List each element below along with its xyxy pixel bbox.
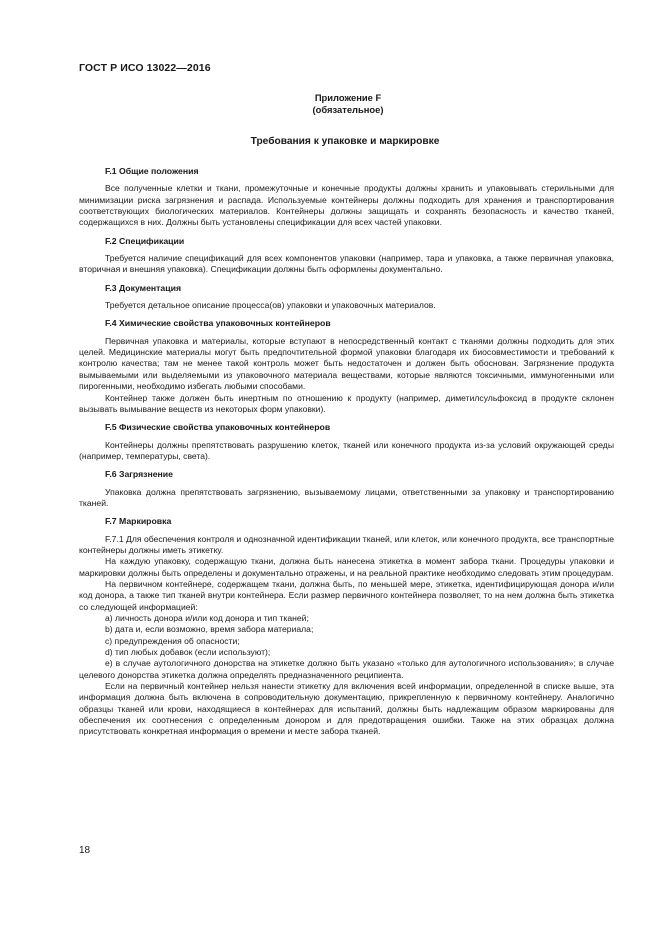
label-info-list-item: b) дата и, если возможно, время забора материала; [105, 624, 314, 635]
document-body [79, 166, 614, 738]
section-f7-paragraph: Если на первичный контейнер нельзя нанести этикетку для включения всей информации, определенной в списке выше, эта информация должна быть включена в сопроводительную документацию, прикрепленную к первичному контейнеру. Аналогично образцы тканей или крови, находящиеся в контейнерах для испытаний, должны быть надлежащим образом маркированы для обеспечения их соотнесения с определенным донором и для предотвращения ошибки. Также на этих образцах должна присутствовать конкретная информация о времени и месте забора тканей. [79, 681, 614, 737]
section-f7-paragraph: F.7.1 Для обеспечения контроля и однозначной идентификации тканей, или клеток, или конечного продукта, все транспортные контейнеры должны иметь этикетку. [79, 533, 614, 555]
section-heading-f7: F.7 Маркировка [105, 516, 172, 527]
section-f1-paragraph: Все полученные клетки и ткани, промежуточные и конечные продукты должны хранить и упаковывать стерильными для минимизации риска загрязнения и распада. Используемые контейнеры должны подходить для хранения и транспортирования соответствующих биологических материалов. Контейнеры должны защищать и сохранять безопасность и качество тканей, содержащихся в них. Должны быть установлены спецификации для всех частей упаковки. [79, 183, 614, 228]
annex-status: (обязательное) [312, 103, 384, 115]
label-info-list-item: c) предупреждения об опасности; [105, 635, 240, 646]
label-info-list-item: e) в случае аутологичного донорства на этикетке должно быть указано «только для аутологичного использования»; в случае целевого донорства этикетка должна определять предназначенного реципиента. [79, 658, 614, 680]
section-heading-f6: F.6 Загрязнение [105, 469, 173, 480]
section-heading-f4: F.4 Химические свойства упаковочных контейнеров [105, 318, 331, 329]
section-heading-f5: F.5 Физические свойства упаковочных контейнеров [105, 422, 331, 433]
section-f3-paragraph: Требуется детальное описание процесса(ов) упаковки и упаковочных материалов. [105, 300, 436, 311]
section-f4-paragraph: Первичная упаковка и материалы, которые вступают в непосредственный контакт с тканями должны подходить для этих целей. Медицинские материалы могут быть предпочтительной формой упаковки благодаря их биосовместимости и требований к контролю качества; там не менее такой контроль может быть недостаточен и должен быть обоснован. Загрязнение продукта вымываемыми или выделяемыми из упаковочного материала веществами, которые являются токсичными, иммуногенными или пирогенными, необходимо избегать любыми способами. [79, 335, 614, 392]
section-heading-f2: F.2 Спецификации [105, 235, 185, 246]
document-code-header: ГОСТ Р ИСО 13022—2016 [79, 62, 211, 74]
section-f5-paragraph: Контейнеры должны препятствовать разрушению клеток, тканей или конечного продукта из-за условий окружающей среды (например, температуры, света). [79, 439, 614, 461]
section-heading-f1: F.1 Общие положения [105, 166, 199, 176]
label-info-list-item: d) тип любых добавок (если используют); [105, 647, 271, 658]
section-f2-paragraph: Требуется наличие спецификаций для всех компонентов упаковки (например, тара и упаковка, а также первичная упаковка, вторичная и внешняя упаковка). Спецификации должны быть оформлены документально. [79, 253, 614, 275]
annex-title: Приложение F [314, 92, 382, 103]
section-heading-f3: F.3 Документация [105, 282, 182, 293]
section-f6-paragraph: Упаковка должна препятствовать загрязнению, вызываемому лицами, ответственными за упаковку и транспортированию тканей. [79, 486, 614, 508]
label-info-list-item: a) личность донора и/или код донора и тип тканей; [105, 613, 309, 623]
annex-main-title: Требования к упаковке и маркировке [250, 136, 440, 147]
section-f7-paragraph: На первичном контейнере, содержащем ткани, должна быть, по меньшей мере, этикетка, идентифицирующая донора и/или код донора, а также тип тканей внутри контейнера. Если размер первичного контейнера позволяет, то на нем должна быть этикетка со следующей информацией: [79, 578, 614, 612]
section-f7-paragraph: На каждую упаковку, содержащую ткани, должна быть нанесена этикетка в момент забора ткани. Процедуры упаковки и маркировки должны быть определены и документально отражены, и на реальной практике необходимо следовать этим процедурам. [79, 556, 614, 578]
section-f4-paragraph: Контейнер также должен быть инертным по отношению к продукту (например, диметилсульфоксид в продукте склонен вызывать вымывание веществ из некоторых форм упаковки). [79, 392, 614, 414]
page-number: 18 [79, 845, 91, 856]
